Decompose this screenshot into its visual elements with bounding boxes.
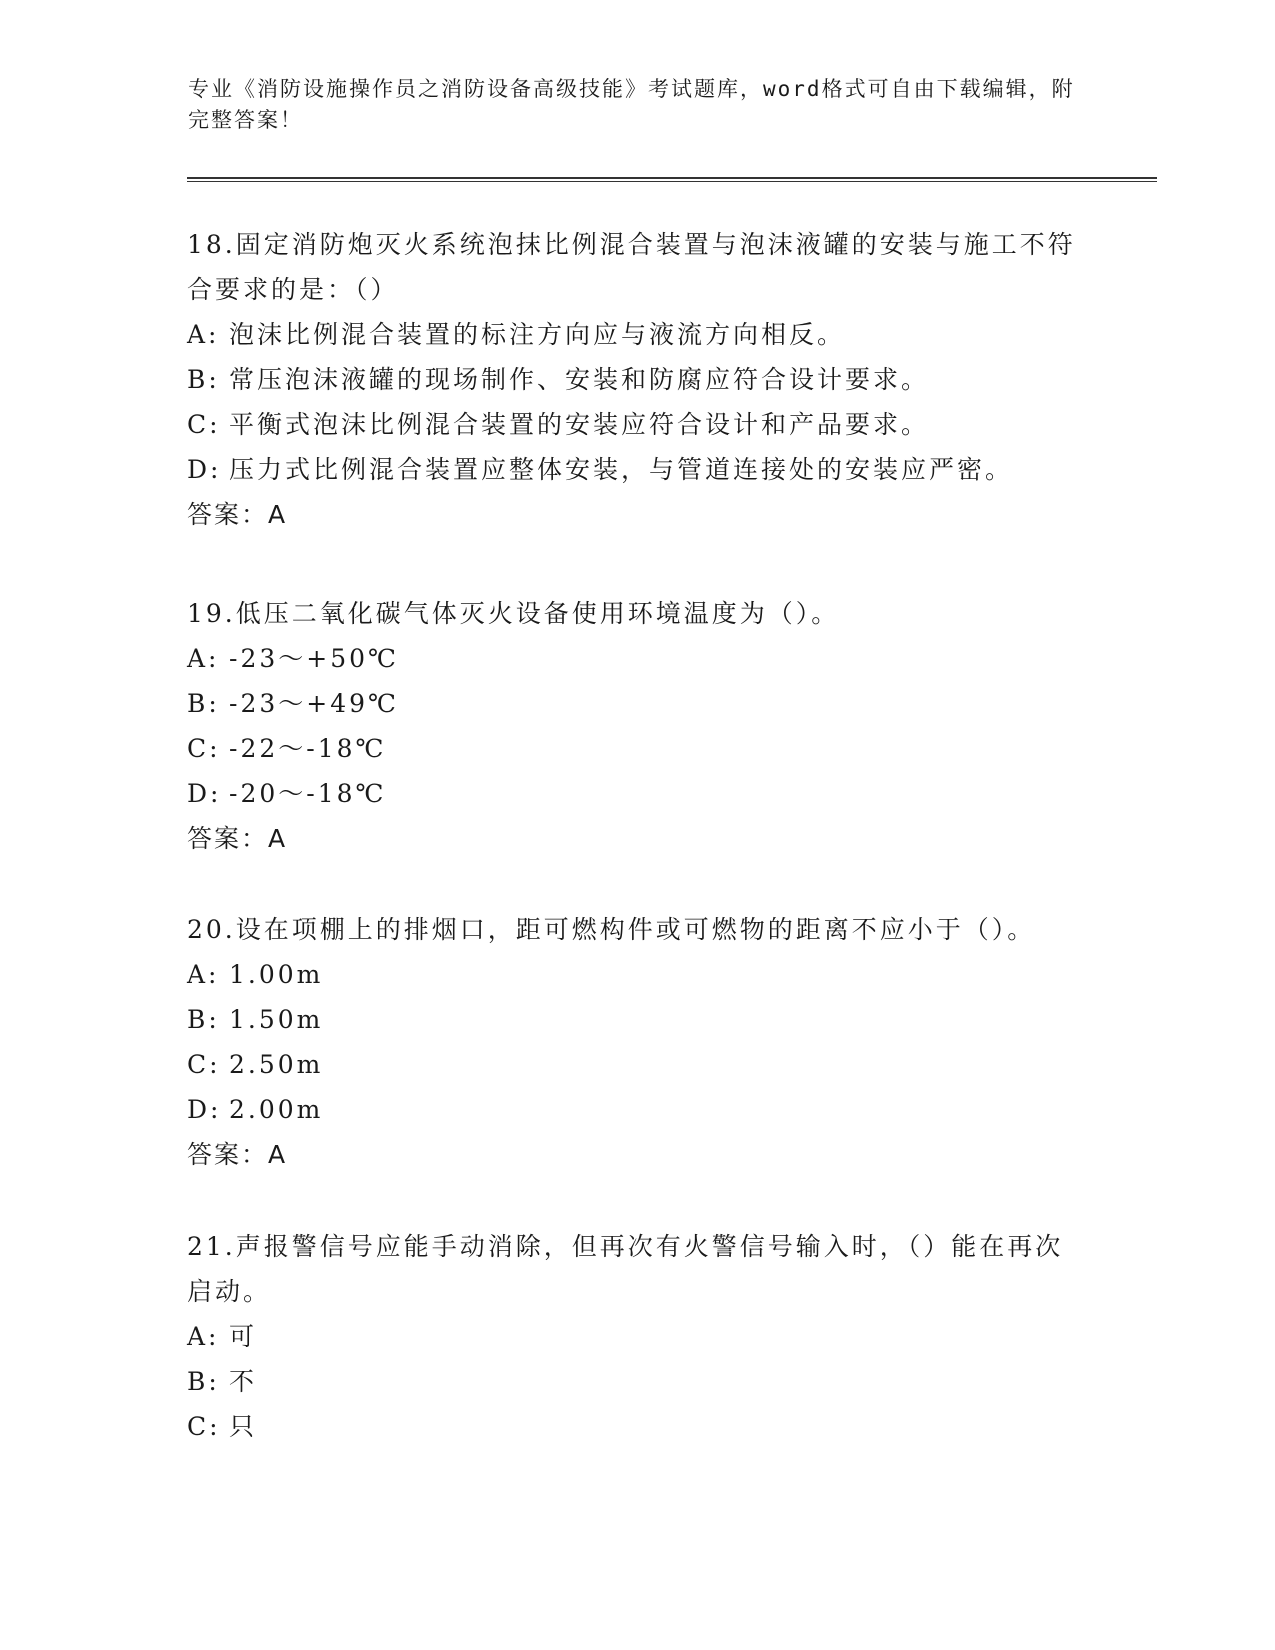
option-letter: A:	[187, 644, 220, 673]
question-18	[187, 222, 1087, 537]
option-text: 压力式比例混合装置应整体安装，与管道连接处的安装应严密。	[229, 455, 1014, 484]
option-letter: C:	[187, 1412, 221, 1441]
question-stem: 19.低压二氧化碳气体灭火设备使用环境温度为（）。	[187, 599, 840, 628]
question-stem: 21.声报警信号应能手动消除，但再次有火警信号输入时，（）能在再次启动。	[187, 1232, 1064, 1306]
option-letter: B:	[187, 1005, 220, 1034]
answer-line: 答案：A	[187, 824, 288, 853]
option-text: 可	[229, 1322, 258, 1351]
option-letter: B:	[187, 689, 220, 718]
question-19	[187, 591, 1087, 861]
header-divider	[187, 177, 1157, 182]
option-text: -23～+50℃	[229, 644, 399, 673]
option-b	[187, 681, 1087, 726]
question-stem: 18.固定消防炮灭火系统泡抹比例混合装置与泡沫液罐的安装与施工不符合要求的是：（）	[187, 230, 1076, 304]
option-letter: D:	[187, 1095, 222, 1124]
option-c	[187, 1042, 1087, 1087]
question-21	[187, 1224, 1087, 1449]
option-letter: B:	[187, 1367, 220, 1396]
option-text: -22～-18℃	[229, 734, 387, 763]
option-a	[187, 312, 1087, 357]
option-text: 泡沫比例混合装置的标注方向应与液流方向相反。	[229, 320, 846, 349]
option-text: -23～+49℃	[229, 689, 399, 718]
option-b	[187, 997, 1087, 1042]
option-text: 1.50m	[229, 1005, 324, 1034]
option-a	[187, 1314, 1087, 1359]
option-text: 2.50m	[229, 1050, 324, 1079]
answer-line: 答案：A	[187, 500, 288, 529]
answer-line: 答案：A	[187, 1140, 288, 1169]
option-letter: C:	[187, 734, 221, 763]
option-a	[187, 636, 1087, 681]
question-20	[187, 907, 1087, 1177]
option-letter: A:	[187, 1322, 220, 1351]
option-text: -20～-18℃	[229, 779, 387, 808]
option-letter: C:	[187, 410, 221, 439]
option-b	[187, 357, 1087, 402]
option-c	[187, 726, 1087, 771]
option-text: 不	[229, 1367, 258, 1396]
option-letter: A:	[187, 320, 220, 349]
option-a	[187, 952, 1087, 997]
question-stem: 20.设在项棚上的排烟口，距可燃构件或可燃物的距离不应小于（）。	[187, 915, 1036, 944]
option-d	[187, 1087, 1087, 1132]
option-text: 常压泡沫液罐的现场制作、安装和防腐应符合设计要求。	[229, 365, 930, 394]
option-text: 1.00m	[229, 960, 324, 989]
option-text: 只	[229, 1412, 258, 1441]
option-d	[187, 771, 1087, 816]
option-letter: C:	[187, 1050, 221, 1079]
option-b	[187, 1359, 1087, 1404]
option-text: 2.00m	[229, 1095, 324, 1124]
option-letter: D:	[187, 455, 222, 484]
option-letter: D:	[187, 779, 222, 808]
option-c	[187, 1404, 1087, 1449]
document-header-intro: 专业《消防设施操作员之消防设备高级技能》考试题库，word格式可自由下载编辑，附完整答案！	[188, 77, 1075, 132]
option-text: 平衡式泡沫比例混合装置的安装应符合设计和产品要求。	[229, 410, 930, 439]
option-letter: B:	[187, 365, 220, 394]
option-d	[187, 447, 1087, 492]
option-c	[187, 402, 1087, 447]
option-letter: A:	[187, 960, 220, 989]
